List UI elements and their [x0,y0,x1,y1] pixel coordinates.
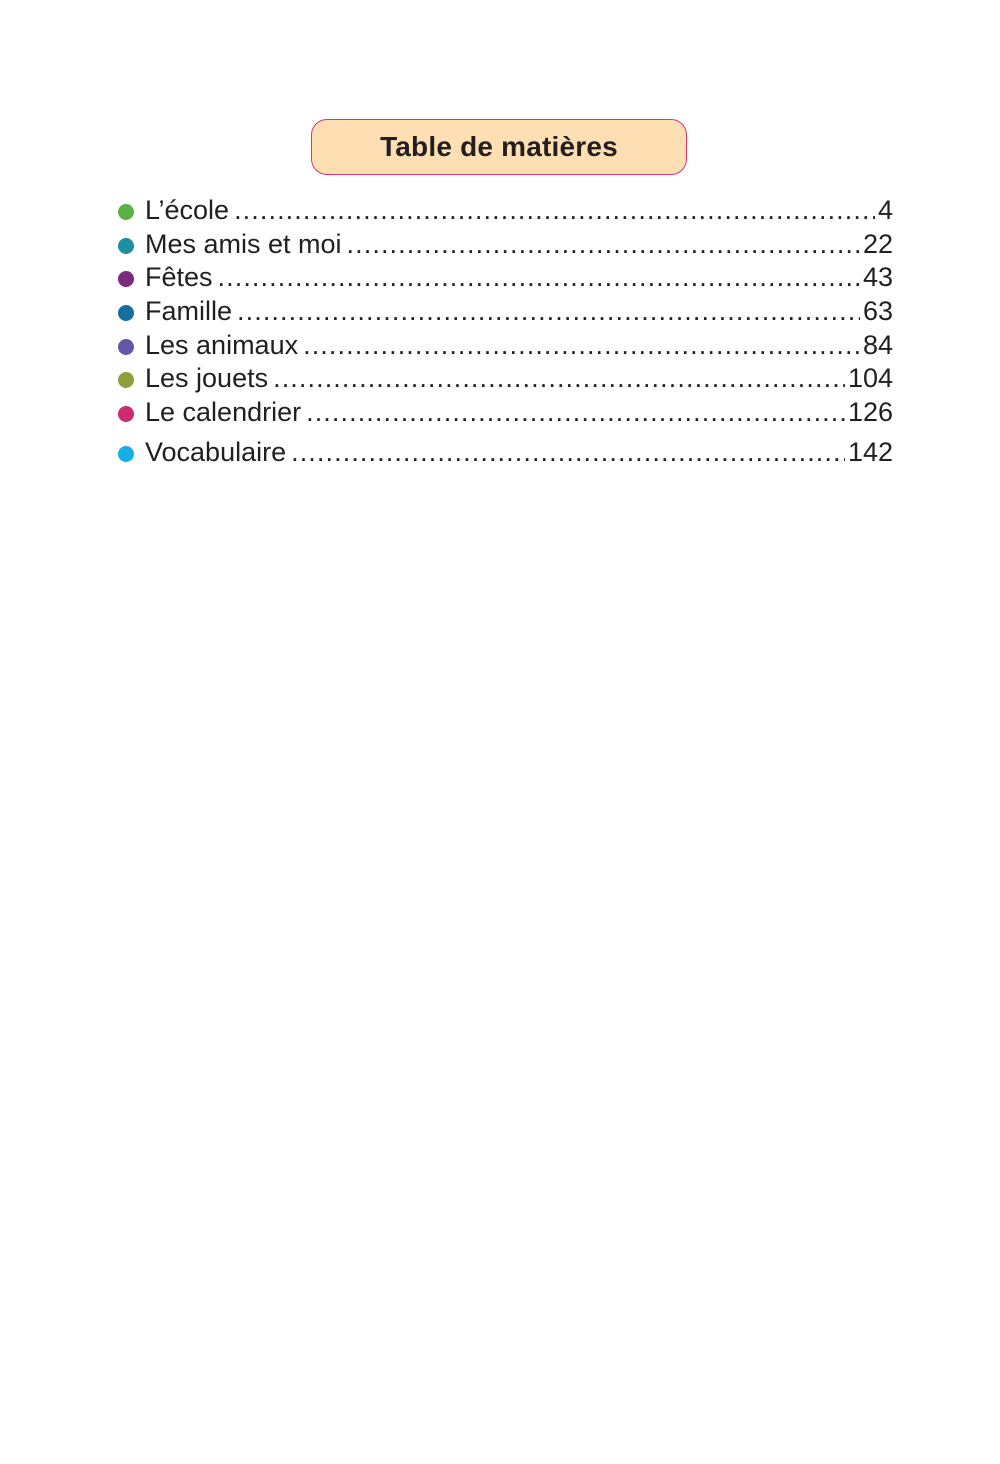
table-of-contents [118,194,893,470]
toc-entry-page: 63 [862,296,893,327]
dot-leader [273,362,845,396]
toc-entry-label: Fêtes [145,262,213,293]
bullet-dot-icon [118,238,134,254]
toc-entry[interactable] [118,436,893,470]
dot-leader [303,329,860,363]
toc-entry[interactable] [118,194,893,228]
toc-entry-label: Famille [145,296,233,327]
toc-entry[interactable] [118,261,893,295]
bullet-dot-icon [118,372,134,388]
dot-leader [218,261,860,295]
dot-leader [306,396,845,430]
toc-entry-page: 142 [847,436,893,467]
toc-entry-page: 43 [862,262,893,293]
dot-leader [234,194,875,228]
toc-entry-label: Vocabulaire [145,436,287,467]
toc-entry[interactable] [118,362,893,396]
toc-entry[interactable] [118,228,893,262]
toc-entry[interactable] [118,295,893,329]
dot-leader [291,436,845,470]
toc-entry-page: 104 [847,363,893,394]
bullet-dot-icon [118,446,134,462]
bullet-dot-icon [118,271,134,287]
dot-leader [347,228,860,262]
toc-entry-label: L’école [145,195,230,225]
dot-leader [237,295,860,329]
toc-entry-page: 22 [862,228,893,259]
bullet-dot-icon [118,204,134,220]
title-banner [311,119,687,175]
toc-entry[interactable] [118,329,893,363]
toc-entry-page: 126 [847,397,893,428]
toc-entry-label: Les jouets [145,363,269,394]
bullet-dot-icon [118,339,134,355]
toc-entry[interactable] [118,396,893,430]
bullet-dot-icon [118,305,134,321]
toc-entry-label: Les animaux [145,329,299,360]
toc-entry-page: 4 [877,195,893,225]
toc-entry-page: 84 [862,329,893,360]
toc-entry-label: Le calendrier [145,397,302,428]
toc-entry-label: Mes amis et moi [145,228,342,259]
page-title: Table de matières [380,131,618,162]
bullet-dot-icon [118,406,134,422]
